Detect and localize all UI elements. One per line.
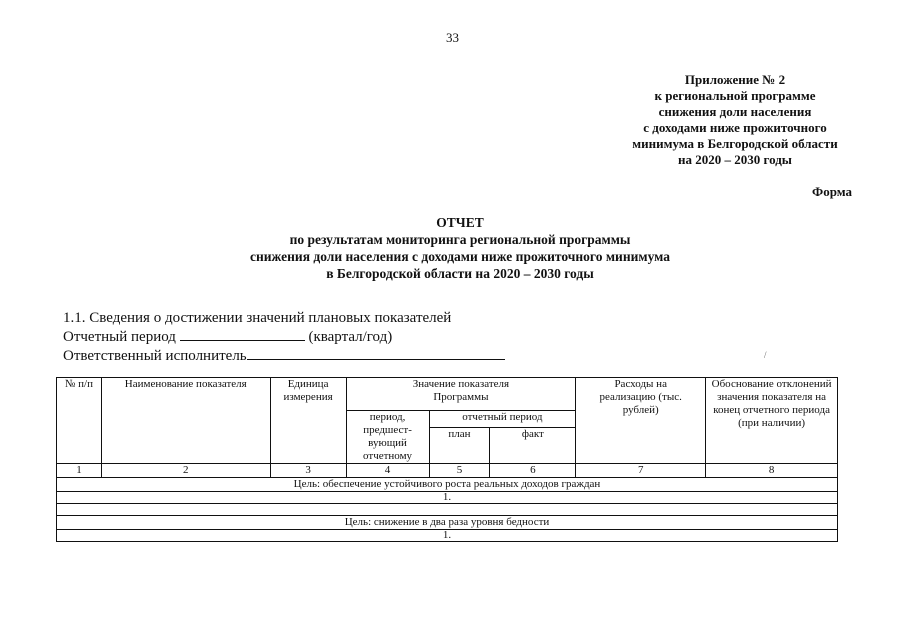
column-number: 6 — [490, 464, 576, 478]
goal-sub-row: 1. — [57, 530, 838, 542]
column-number: 3 — [270, 464, 346, 478]
page-number: 33 — [446, 30, 459, 45]
executor-blank — [247, 346, 505, 360]
header-prev-period: период, предшест-вующий отчетному — [346, 411, 429, 464]
column-number: 5 — [429, 464, 490, 478]
title-main: ОТЧЕТ — [436, 215, 484, 230]
period-suffix: (квартал/год) — [308, 329, 393, 345]
goal-row: Цель: обеспечение устойчивого роста реальных доходов граждан — [57, 478, 838, 492]
section-info — [63, 310, 505, 365]
header-fact: факт — [490, 428, 576, 464]
empty-row — [57, 504, 838, 516]
column-number: 8 — [706, 464, 838, 478]
header-justification: Обоснование отклонений значения показателя на конец отчетного периода (при наличии) — [706, 378, 838, 464]
column-number: 2 — [101, 464, 270, 478]
header-report-period: отчетный период — [429, 411, 576, 428]
appendix-line: на 2020 – 2030 годы — [678, 152, 792, 167]
document-title — [110, 214, 810, 282]
period-line — [63, 327, 505, 346]
column-number: 7 — [576, 464, 706, 478]
title-line: снижения доли населения с доходами ниже прожиточного минимума — [250, 249, 670, 264]
executor-label: Ответственный исполнитель — [63, 348, 247, 364]
stray-mark: / — [764, 350, 767, 360]
section-heading: 1.1. Сведения о достижении значений плановых показателей — [63, 310, 452, 326]
header-unit: Единица измерения — [270, 378, 346, 464]
title-line: в Белгородской области на 2020 – 2030 годы — [326, 266, 594, 281]
period-label: Отчетный период — [63, 329, 176, 345]
goal-sub-row: 1. — [57, 492, 838, 504]
goal-row: Цель: снижение в два раза уровня бедности — [57, 516, 838, 530]
header-expenses: Расходы на реализацию (тыс. рублей) — [576, 378, 706, 464]
header-name: Наименование показателя — [101, 378, 270, 464]
appendix-block — [600, 72, 870, 168]
form-label: Форма — [812, 184, 852, 199]
header-plan: план — [429, 428, 490, 464]
column-number: 1 — [57, 464, 102, 478]
appendix-line: минимума в Белгородской области — [632, 136, 838, 151]
column-number-row — [57, 464, 838, 478]
header-num: № п/п — [57, 378, 102, 464]
header-value-group: Значение показателя Программы — [346, 378, 576, 411]
appendix-line: снижения доли населения — [658, 104, 812, 119]
appendix-line: к региональной программе — [654, 88, 816, 103]
column-number: 4 — [346, 464, 429, 478]
title-line: по результатам мониторинга региональной программы — [289, 232, 631, 247]
report-table — [56, 377, 838, 542]
executor-line — [63, 346, 505, 365]
period-blank — [180, 327, 305, 341]
appendix-line: с доходами ниже прожиточного — [643, 120, 827, 135]
appendix-line: Приложение № 2 — [684, 72, 786, 87]
